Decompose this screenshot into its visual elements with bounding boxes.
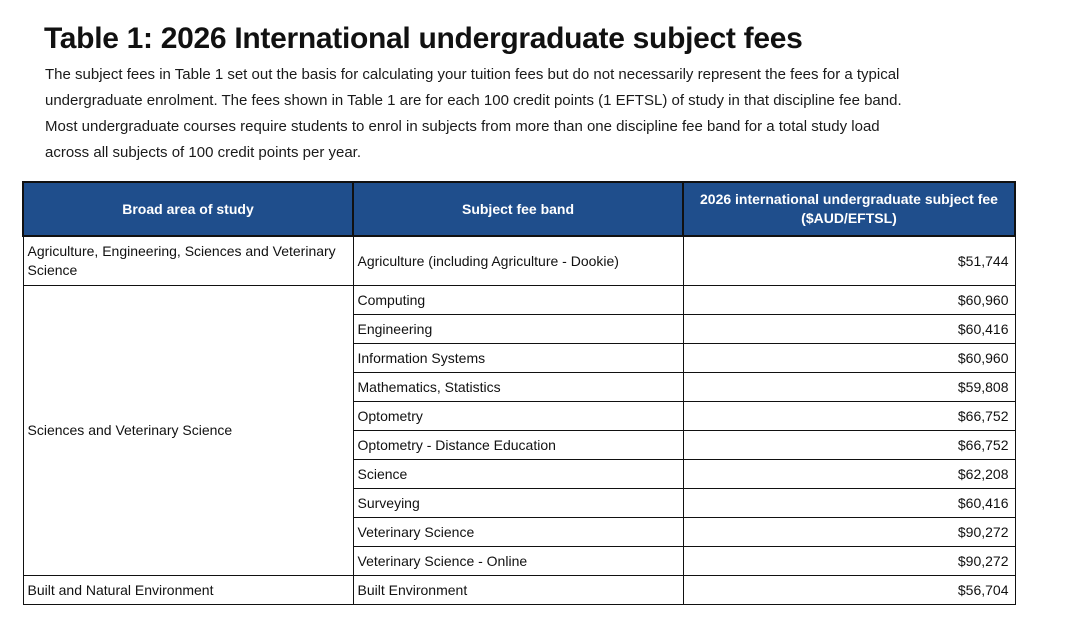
subject-fee-band-cell: Veterinary Science - Online (353, 547, 683, 576)
intro-line: The subject fees in Table 1 set out the basis for calculating your tuition fees but do not necessarily represent the fees for a typical (45, 66, 900, 83)
broad-area-cell: Built and Natural Environment (23, 576, 353, 605)
table-row (23, 286, 1015, 315)
page-title: Table 1: 2026 International undergraduate subject fees (44, 22, 803, 55)
header-broad-area: Broad area of study (23, 182, 353, 236)
subject-fee-cell: $66,752 (683, 402, 1015, 431)
subject-fee-cell: $60,960 (683, 286, 1015, 315)
header-subject-fee-title: 2026 international undergraduate subject fee (700, 191, 998, 207)
header-subject-fee-unit: ($AUD/EFTSL) (801, 210, 897, 226)
subject-fee-cell: $66,752 (683, 431, 1015, 460)
subject-fee-cell: $56,704 (683, 576, 1015, 605)
subject-fee-cell: $62,208 (683, 460, 1015, 489)
broad-area-cell: Agriculture, Engineering, Sciences and Veterinary Science (23, 236, 353, 286)
subject-fee-band-cell: Veterinary Science (353, 518, 683, 547)
intro-paragraph (45, 62, 1020, 166)
table-header-row (23, 182, 1015, 236)
subject-fees-table (22, 181, 1016, 605)
subject-fee-band-cell: Optometry - Distance Education (353, 431, 683, 460)
header-subject-fee-band: Subject fee band (353, 182, 683, 236)
header-subject-fee (683, 182, 1015, 236)
subject-fee-band-cell: Optometry (353, 402, 683, 431)
subject-fee-band-cell: Information Systems (353, 344, 683, 373)
subject-fee-band-cell: Engineering (353, 315, 683, 344)
subject-fee-cell: $60,416 (683, 489, 1015, 518)
intro-line: across all subjects of 100 credit points per year. (45, 144, 361, 161)
subject-fee-band-cell: Computing (353, 286, 683, 315)
subject-fee-cell: $90,272 (683, 547, 1015, 576)
subject-fee-cell: $60,960 (683, 344, 1015, 373)
subject-fee-band-cell: Agriculture (including Agriculture - Dookie) (353, 236, 683, 286)
subject-fee-cell: $60,416 (683, 315, 1015, 344)
intro-line: Most undergraduate courses require students to enrol in subjects from more than one discipline fee band for a total study load (45, 118, 880, 135)
subject-fee-band-cell: Science (353, 460, 683, 489)
subject-fee-cell: $51,744 (683, 236, 1015, 286)
subject-fee-band-cell: Mathematics, Statistics (353, 373, 683, 402)
subject-fee-band-cell: Surveying (353, 489, 683, 518)
table-row (23, 236, 1015, 286)
table-row (23, 576, 1015, 605)
broad-area-cell: Sciences and Veterinary Science (23, 286, 353, 576)
subject-fee-band-cell: Built Environment (353, 576, 683, 605)
intro-line: undergraduate enrolment. The fees shown in Table 1 are for each 100 credit points (1 EFTSL) of study in that discipline fee band. (45, 92, 902, 109)
subject-fee-cell: $59,808 (683, 373, 1015, 402)
subject-fee-cell: $90,272 (683, 518, 1015, 547)
